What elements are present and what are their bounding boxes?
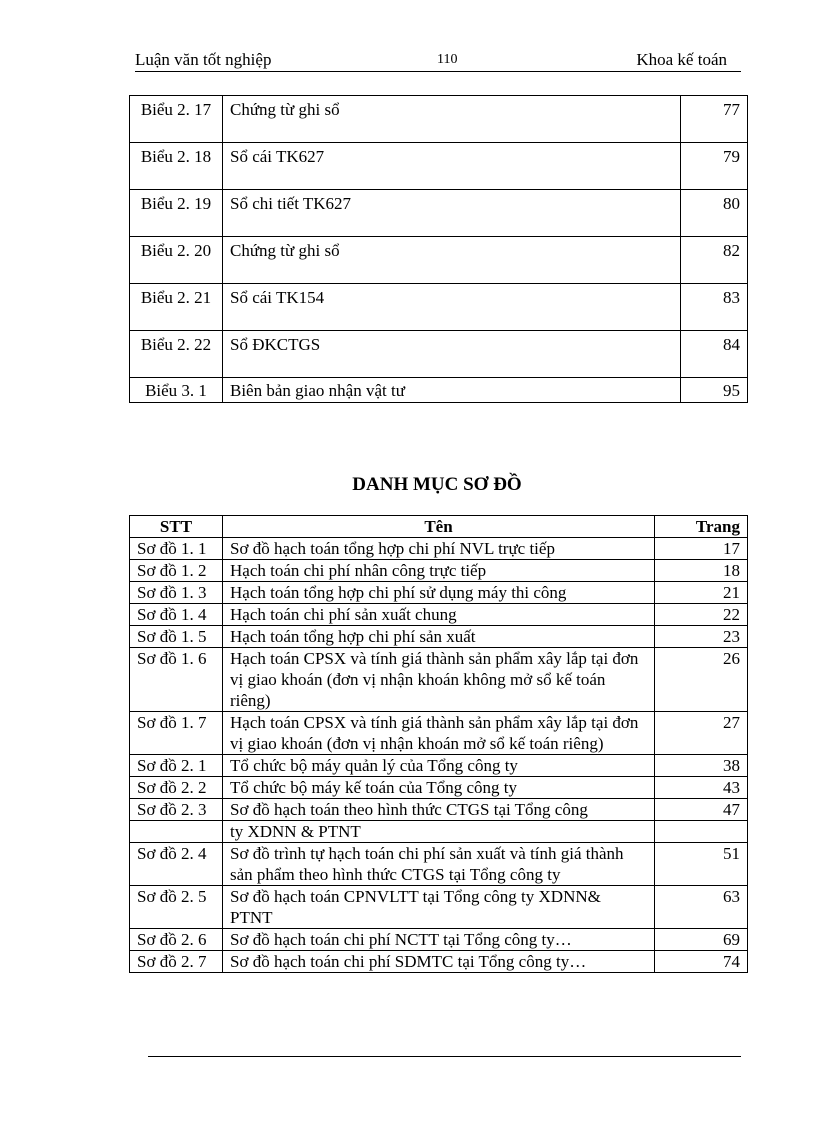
- bieu-table-body: [130, 96, 748, 403]
- so-do-table: [129, 515, 748, 973]
- so-do-stt: Sơ đồ 2. 2: [130, 777, 223, 799]
- bieu-page: 83: [681, 284, 748, 331]
- so-do-page: 17: [655, 538, 748, 560]
- so-do-table-body: [130, 538, 748, 973]
- so-do-name: Tổ chức bộ máy kế toán của Tổng công ty: [223, 777, 655, 799]
- so-do-page: [655, 821, 748, 843]
- table-row: [130, 143, 748, 190]
- bieu-page: 82: [681, 237, 748, 284]
- bieu-table: [129, 95, 748, 403]
- so-do-stt: Sơ đồ 1. 4: [130, 604, 223, 626]
- bieu-page: 95: [681, 378, 748, 403]
- so-do-page: 63: [655, 886, 748, 929]
- so-do-name: Hạch toán CPSX và tính giá thành sản phẩm xây lắp tại đơn vị giao khoán (đơn vị nhận khoán không mở sổ kế toán riêng): [223, 648, 655, 712]
- bieu-name: Biên bản giao nhận vật tư: [223, 378, 681, 403]
- so-do-page: 47: [655, 799, 748, 821]
- so-do-stt: Sơ đồ 2. 7: [130, 951, 223, 973]
- so-do-name: Sơ đồ hạch toán CPNVLTT tại Tổng công ty XDNN& PTNT: [223, 886, 655, 929]
- so-do-stt: Sơ đồ 1. 5: [130, 626, 223, 648]
- bieu-page: 84: [681, 331, 748, 378]
- bieu-page: 79: [681, 143, 748, 190]
- so-do-stt: Sơ đồ 1. 2: [130, 560, 223, 582]
- header-name: Tên: [223, 516, 655, 538]
- bieu-page: 77: [681, 96, 748, 143]
- so-do-name: Hạch toán tổng hợp chi phí sản xuất: [223, 626, 655, 648]
- table-row: [130, 284, 748, 331]
- bieu-code: Biểu 2. 18: [130, 143, 223, 190]
- so-do-page: 21: [655, 582, 748, 604]
- bieu-name: Sổ ĐKCTGS: [223, 331, 681, 378]
- bieu-name: Chứng từ ghi sổ: [223, 96, 681, 143]
- so-do-stt: [130, 821, 223, 843]
- table-row: [130, 582, 748, 604]
- table-row: [130, 378, 748, 403]
- so-do-stt: Sơ đồ 2. 1: [130, 755, 223, 777]
- table-row: [130, 929, 748, 951]
- so-do-page: 22: [655, 604, 748, 626]
- header-stt: STT: [130, 516, 223, 538]
- so-do-name: Sơ đồ hạch toán chi phí NCTT tại Tổng công ty…: [223, 929, 655, 951]
- bieu-code: Biểu 2. 21: [130, 284, 223, 331]
- so-do-page: 69: [655, 929, 748, 951]
- so-do-page: 51: [655, 843, 748, 886]
- so-do-stt: Sơ đồ 2. 3: [130, 799, 223, 821]
- so-do-stt: Sơ đồ 1. 6: [130, 648, 223, 712]
- bieu-name: Chứng từ ghi sổ: [223, 237, 681, 284]
- so-do-name: Hạch toán chi phí sản xuất chung: [223, 604, 655, 626]
- bieu-name: Sổ cái TK154: [223, 284, 681, 331]
- so-do-page: 43: [655, 777, 748, 799]
- so-do-stt: Sơ đồ 1. 3: [130, 582, 223, 604]
- table-row: [130, 604, 748, 626]
- header-page-number: 110: [437, 52, 458, 67]
- so-do-page: 26: [655, 648, 748, 712]
- table-row: [130, 843, 748, 886]
- table-row: [130, 237, 748, 284]
- so-do-stt: Sơ đồ 2. 5: [130, 886, 223, 929]
- bieu-code: Biểu 2. 20: [130, 237, 223, 284]
- so-do-header-row: [130, 516, 748, 538]
- so-do-page: 38: [655, 755, 748, 777]
- section-title: DANH MỤC SƠ ĐỒ: [352, 474, 522, 495]
- table-row: [130, 886, 748, 929]
- table-row: [130, 96, 748, 143]
- table-row: [130, 560, 748, 582]
- so-do-page: 74: [655, 951, 748, 973]
- bieu-name: Sổ chi tiết TK627: [223, 190, 681, 237]
- so-do-name: Sơ đồ hạch toán theo hình thức CTGS tại Tổng công: [223, 799, 655, 821]
- so-do-name: Tổ chức bộ máy quản lý của Tổng công ty: [223, 755, 655, 777]
- header-faculty-label: Khoa kế toán: [636, 50, 727, 69]
- bieu-code: Biểu 2. 19: [130, 190, 223, 237]
- so-do-stt: Sơ đồ 1. 7: [130, 712, 223, 755]
- table-row: [130, 331, 748, 378]
- header-page: Trang: [655, 516, 748, 538]
- footer-rule: [148, 1056, 741, 1057]
- so-do-page: 23: [655, 626, 748, 648]
- so-do-name: Sơ đồ hạch toán tổng hợp chi phí NVL trực tiếp: [223, 538, 655, 560]
- bieu-name: Sổ cái TK627: [223, 143, 681, 190]
- so-do-page: 27: [655, 712, 748, 755]
- so-do-name: Hạch toán chi phí nhân công trực tiếp: [223, 560, 655, 582]
- so-do-name: Hạch toán CPSX và tính giá thành sản phẩm xây lắp tại đơn vị giao khoán (đơn vị nhận khoán mở sổ kế toán riêng): [223, 712, 655, 755]
- table-row: [130, 755, 748, 777]
- table-row: [130, 777, 748, 799]
- table-row: [130, 951, 748, 973]
- table-row: [130, 821, 748, 843]
- so-do-name: Sơ đồ trình tự hạch toán chi phí sản xuất và tính giá thành sản phẩm theo hình thức CTGS tại Tổng công ty: [223, 843, 655, 886]
- header-thesis-label: Luận văn tốt nghiệp: [135, 50, 272, 69]
- page-header: [135, 49, 741, 72]
- bieu-page: 80: [681, 190, 748, 237]
- table-row: [130, 538, 748, 560]
- so-do-page: 18: [655, 560, 748, 582]
- bieu-code: Biểu 2. 22: [130, 331, 223, 378]
- table-row: [130, 648, 748, 712]
- bieu-code: Biểu 3. 1: [130, 378, 223, 403]
- so-do-name: ty XDNN & PTNT: [223, 821, 655, 843]
- so-do-name: Hạch toán tổng hợp chi phí sử dụng máy thi công: [223, 582, 655, 604]
- so-do-stt: Sơ đồ 2. 4: [130, 843, 223, 886]
- table-row: [130, 799, 748, 821]
- table-row: [130, 626, 748, 648]
- table-row: [130, 190, 748, 237]
- so-do-name: Sơ đồ hạch toán chi phí SDMTC tại Tổng công ty…: [223, 951, 655, 973]
- table-row: [130, 712, 748, 755]
- bieu-code: Biểu 2. 17: [130, 96, 223, 143]
- so-do-stt: Sơ đồ 1. 1: [130, 538, 223, 560]
- so-do-stt: Sơ đồ 2. 6: [130, 929, 223, 951]
